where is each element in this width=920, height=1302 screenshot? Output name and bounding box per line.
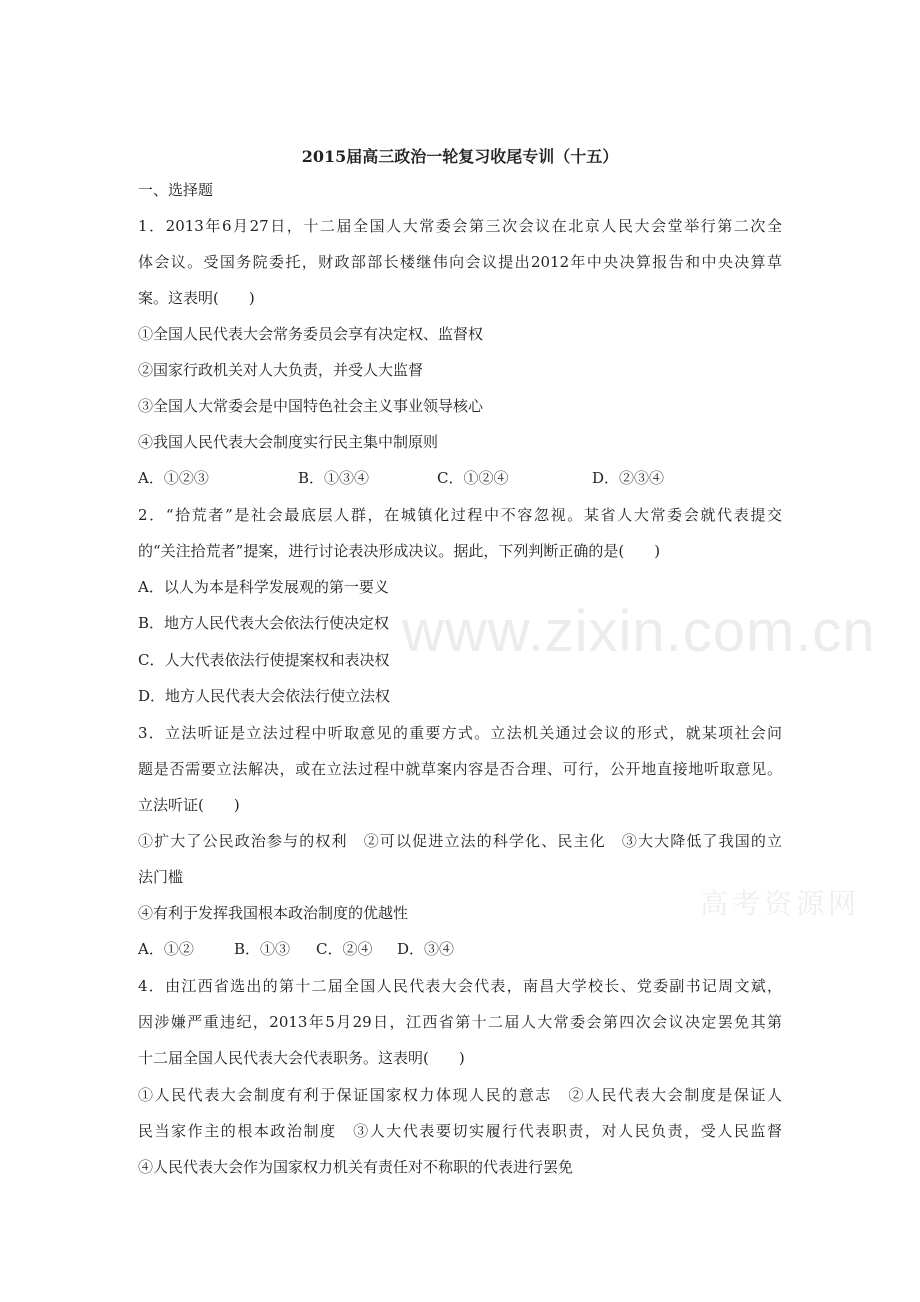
watermark-secondary: 高考资源网 (700, 887, 861, 920)
page-title: 2015届高三政治一轮复习收尾专训（十五） (301, 147, 619, 166)
question-4-line-2: 因涉嫌严重违纪，2013年5月29日，江西省第十二届人大常委会第四次会议决定罢免其第 (138, 1013, 782, 1031)
question-1-line-3: 案。这表明( ) (138, 289, 255, 307)
question-4-line-1: 4．由江西省选出的第十二届全国人民代表大会代表，南昌大学校长、党委副书记周文斌， (138, 977, 782, 995)
question-4-line-3: 十二届全国人民代表大会代表职务。这表明( ) (138, 1049, 465, 1067)
question-1-item-1: ①全国人民代表大会常务委员会享有决定权、监督权 (138, 325, 484, 343)
question-1-option-b: B．①③④ (298, 469, 370, 487)
question-2-option-b: B．地方人民代表大会依法行使决定权 (138, 614, 390, 632)
question-2-line-1: 2．“拾荒者”是社会最底层人群，在城镇化过程中不容忽视。某省人大常委会就代表提交 (138, 506, 782, 524)
question-3-line-2: 题是否需要立法解决，或在立法过程中就草案内容是否合理、可行，公开地直接地听取意见。 (138, 760, 782, 778)
question-2-line-2: 的“关注拾荒者”提案，进行讨论表决形成决议。据此，下列判断正确的是( ) (138, 542, 661, 560)
question-4-line-4: ①人民代表大会制度有利于保证国家权力体现人民的意志 ②人民代表大会制度是保证人 (138, 1086, 782, 1104)
question-3-option-a: A．①② (138, 940, 194, 958)
question-1-option-a: A．①②③ (138, 469, 209, 487)
question-4-line-6: ④人民代表大会作为国家权力机关有责任对不称职的代表进行罢免 (138, 1158, 574, 1176)
question-1-option-d: D．②③④ (592, 469, 665, 487)
question-4-line-5: 民当家作主的根本政治制度 ③人大代表要切实履行代表职责，对人民负责，受人民监督 (138, 1122, 782, 1140)
question-1-item-2: ②国家行政机关对人大负责，并受人大监督 (138, 361, 424, 379)
question-1-item-3: ③全国人大常委会是中国特色社会主义事业领导核心 (138, 397, 484, 415)
question-3-line-6: ④有利于发挥我国根本政治制度的优越性 (138, 904, 409, 922)
question-1-line-2: 体会议。受国务院委托，财政部部长楼继伟向会议提出2012年中央决算报告和中央决算草 (138, 253, 782, 271)
question-3-line-1: 3．立法听证是立法过程中听取意见的重要方式。立法机关通过会议的形式，就某项社会问 (138, 724, 782, 742)
section-heading: 一、选择题 (138, 181, 214, 199)
question-1-option-c: C．①②④ (437, 469, 509, 487)
question-3-option-c: C．②④ (316, 940, 373, 958)
question-2-option-d: D．地方人民代表大会依法行使立法权 (138, 687, 391, 705)
question-2-option-c: C．人大代表依法行使提案权和表决权 (138, 651, 390, 669)
watermark: www.zixin.com.cn (402, 599, 876, 664)
question-2-option-a: A．以人为本是科学发展观的第一要义 (138, 578, 389, 596)
question-1-item-4: ④我国人民代表大会制度实行民主集中制原则 (138, 433, 439, 451)
question-3-line-5: 法门槛 (138, 868, 184, 886)
question-3-option-b: B．①③ (234, 940, 291, 958)
question-3-option-d: D．③④ (397, 940, 455, 958)
question-3-line-4: ①扩大了公民政治参与的权利 ②可以促进立法的科学化、民主化 ③大大降低了我国的立 (138, 832, 782, 850)
question-3-line-3: 立法听证( ) (138, 796, 240, 814)
question-1-line-1: 1．2013年6月27日，十二届全国人大常委会第三次会议在北京人民大会堂举行第二次全 (138, 217, 782, 235)
